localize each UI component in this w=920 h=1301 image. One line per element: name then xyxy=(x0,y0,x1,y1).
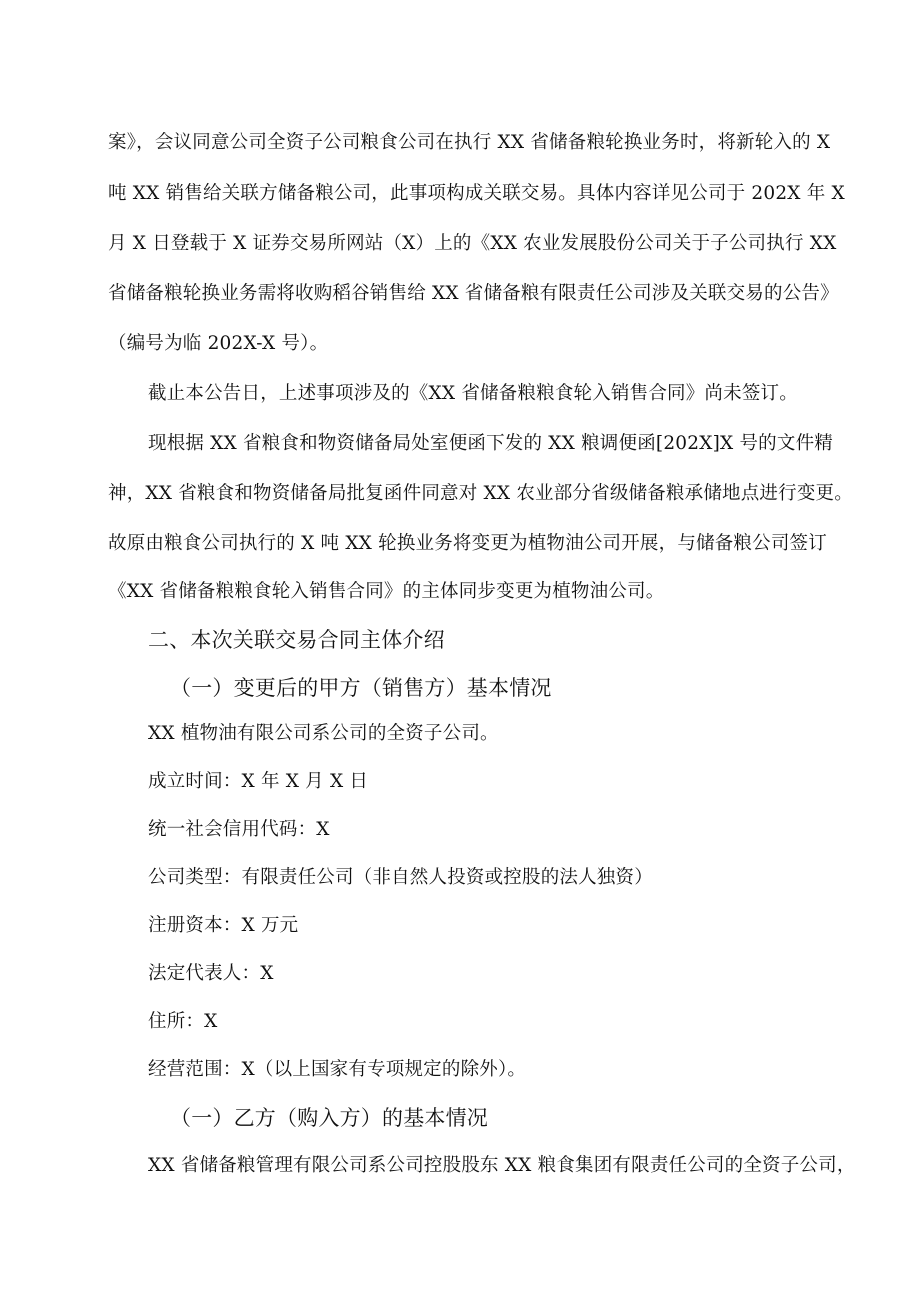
paragraph-1-line-5: （编号为临 202X-X 号）。 xyxy=(108,333,329,354)
party-b-intro: XX 省储备粮管理有限公司系公司控股股东 XX 粮食集团有限责任公司的全资子公司， xyxy=(148,1155,856,1176)
paragraph-1-line-1: 案》，会议同意公司全资子公司粮食公司在执行 XX 省储备粮轮换业务时，将新轮入的 X xyxy=(108,132,831,153)
party-a-legal-representative: 法定代表人：X xyxy=(148,963,274,984)
paragraph-3-line-3: 故原由粮食公司执行的 X 吨 XX 轮换业务将变更为植物油公司开展，与储备粮公司签订 xyxy=(108,533,827,554)
section-2-heading: 二、本次关联交易合同主体介绍 xyxy=(148,628,445,652)
paragraph-1-line-3: 月 X 日登载于 X 证券交易所网站（X）上的《XX 农业发展股份公司关于子公司执行 XX xyxy=(108,233,837,254)
party-a-established: 成立时间：X 年 X 月 X 日 xyxy=(148,771,369,792)
party-a-heading: （一）变更后的甲方（销售方）基本情况 xyxy=(170,676,552,700)
paragraph-1-line-2: 吨 XX 销售给关联方储备粮公司，此事项构成关联交易。具体内容详见公司于 202X 年 X xyxy=(108,183,845,204)
party-a-intro: XX 植物油有限公司系公司的全资子公司。 xyxy=(148,723,499,744)
paragraph-3-line-4: 《XX 省储备粮粮食轮入销售合同》的主体同步变更为植物油公司。 xyxy=(108,581,665,602)
party-a-address: 住所：X xyxy=(148,1011,218,1032)
party-b-heading: （一）乙方（购入方）的基本情况 xyxy=(170,1106,488,1130)
paragraph-1-line-4: 省储备粮轮换业务需将收购稻谷销售给 XX 省储备粮有限责任公司涉及关联交易的公告》 xyxy=(108,283,839,304)
party-a-company-type: 公司类型：有限责任公司（非自然人投资或控股的法人独资） xyxy=(148,867,653,888)
party-a-business-scope: 经营范围：X（以上国家有专项规定的除外）。 xyxy=(148,1059,527,1080)
paragraph-3-line-2: 神，XX 省粮食和物资储备局批复函件同意对 XX 农业部分省级储备粮承储地点进行变更。 xyxy=(108,483,853,504)
paragraph-2: 截止本公告日，上述事项涉及的《XX 省储备粮粮食轮入销售合同》尚未签订。 xyxy=(148,383,798,404)
party-a-registered-capital: 注册资本：X 万元 xyxy=(148,915,299,936)
party-a-credit-code: 统一社会信用代码：X xyxy=(148,819,330,840)
paragraph-3-line-1: 现根据 XX 省粮食和物资储备局处室便函下发的 XX 粮调便函[202X]X 号的文件精 xyxy=(148,433,833,454)
